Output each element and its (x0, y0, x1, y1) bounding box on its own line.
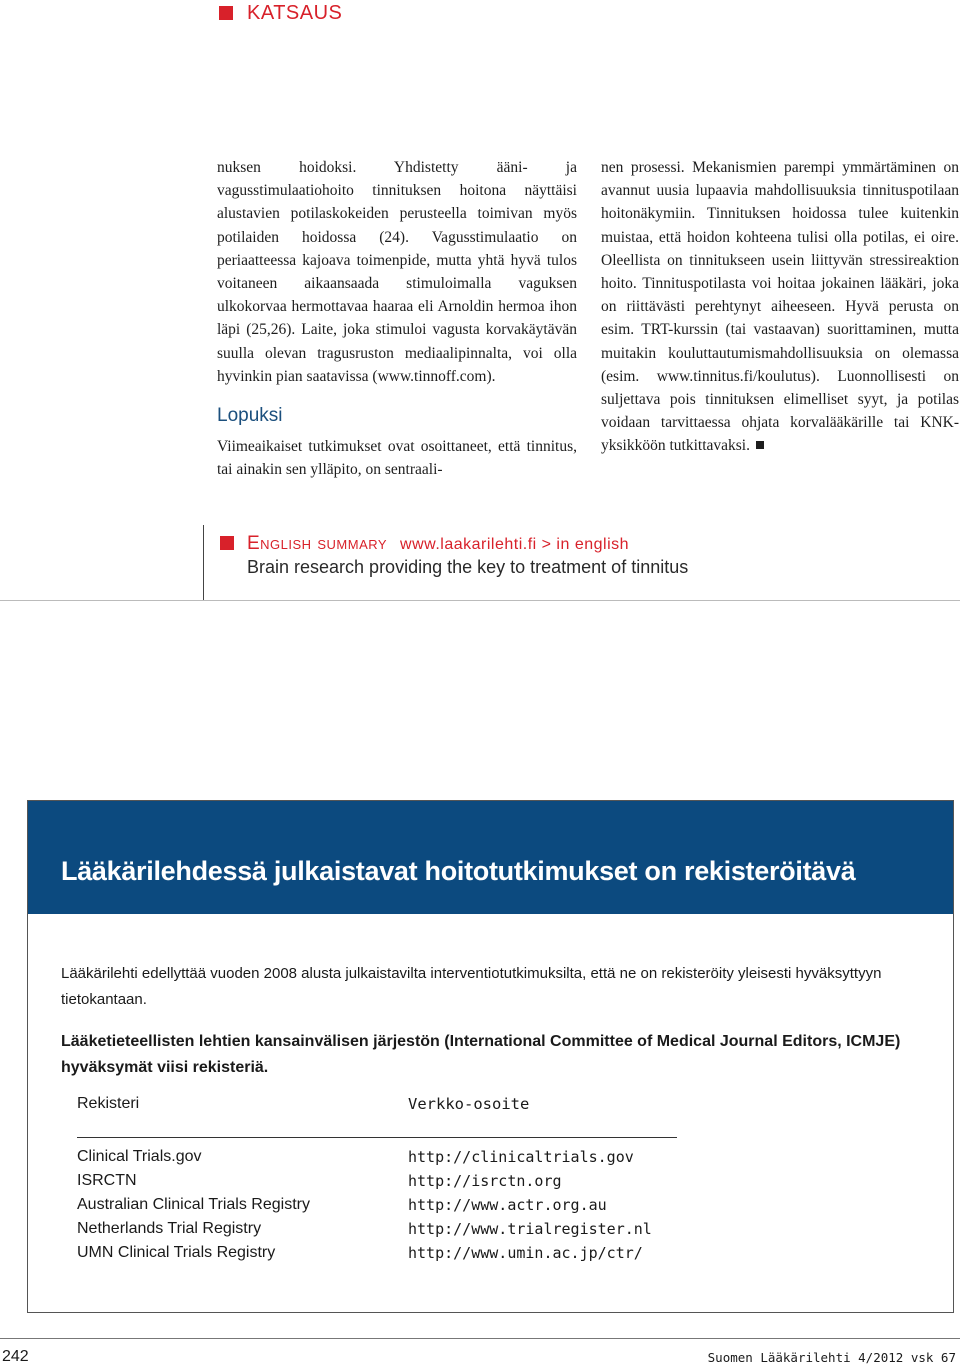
summary-divider-vertical (203, 525, 204, 601)
table-header-url: Verkko-osoite (408, 1095, 530, 1113)
article-column-left (217, 156, 577, 482)
section-label: KATSAUS (247, 2, 343, 24)
journal-reference: Suomen Lääkärilehti 4/2012 vsk 67 (707, 1350, 956, 1365)
page-number: 242 (2, 1348, 29, 1365)
table-row (77, 1148, 677, 1172)
registry-url[interactable]: http://www.actr.org.au (408, 1196, 607, 1214)
registry-info-box (27, 800, 954, 1313)
article-column-right (601, 156, 959, 458)
info-box-title: Lääkärilehdessä julkaistavat hoitotutkimukset on rekisteröitävä (61, 856, 856, 886)
table-header-registry: Rekisteri (77, 1095, 140, 1112)
section-marker-icon (219, 6, 233, 20)
section-heading: Lopuksi (217, 405, 283, 427)
summary-title: Brain research providing the key to treatment of tinnitus (247, 557, 689, 577)
registry-table (77, 1093, 677, 1268)
end-of-article-icon (756, 441, 764, 449)
table-row (77, 1172, 677, 1196)
summary-link[interactable]: www.laakarilehti.fi > in english (400, 536, 630, 553)
table-row (77, 1244, 677, 1268)
footer-divider (0, 1338, 960, 1339)
registry-url[interactable]: http://clinicaltrials.gov (408, 1148, 634, 1166)
summary-marker-icon (220, 536, 234, 550)
article-paragraph: Viimeaikaiset tutkimukset ovat osoittaneet, että tinnitus, tai ainakin sen ylläpito, on sentraali- (217, 438, 577, 479)
summary-label: English summary (247, 533, 388, 554)
info-box-criteria: Lääketieteellisten lehtien kansainvälisen järjestön (International Committee of Medical Journal Editors, ICMJE) hyväksymät viisi rekisteriä. (61, 1033, 901, 1076)
table-header-row (77, 1093, 677, 1138)
summary-header (247, 533, 629, 555)
article-paragraph: nen prosessi. Mekanismien parempi ymmärtäminen on avannut uusia lupaavia mahdollisuuksia tinnituspotilaan hoitonäkymiin. Tinnituksen hoidossa tulee kuitenkin muistaa, että hoidon kohteena tulisi olla potilas, ei oire. Oleellista on tinnitukseen usein liittyvän stressireaktion hoito. Tinnituspotilasta voi hoitaa jokainen lääkäri, joka on riittävästi perehtynyt aiheeseen. Hyvä perusta on esim. TRT-kurssin (tai vastaavan) suorittaminen, mutta muitakin kouluttautumismahdollisuuksia on olemassa (esim. www.tinnitus.fi/koulutus). Luonnollisesti on suljettava pois tinnituksen elimelliset syyt, ja potilas voidaan tarvittaessa ohjata korvalääkärille tai KNK-yksikköön tutkittavaksi. (601, 159, 959, 455)
registry-name: UMN Clinical Trials Registry (77, 1244, 276, 1261)
info-box-intro: Lääkärilehti edellyttää vuoden 2008 alusta julkaistavilta interventiotutkimuksilta, että ne on rekisteröity yleisesti hyväksyttyyn tietokantaan. (61, 965, 882, 1008)
registry-name: ISRCTN (77, 1172, 137, 1189)
registry-url[interactable]: http://www.trialregister.nl (408, 1220, 652, 1238)
article-paragraph-end (601, 156, 959, 458)
info-box-banner (28, 801, 953, 914)
article-paragraph: nuksen hoidoksi. Yhdistetty ääni- ja vagusstimulaatiohoito tinnituksen hoitona näyttäisi alustavien potilaskokeiden perusteella toimivan myös potilaiden hoidossa (24). Vagusstimulaatio on periaatteessa kajoava toimenpide, mutta yhtä hyvä tulos voitaneen aikaansaada stimuloimalla vaguksen ulkokorvaa hermottavaa haaraa eli Arnoldin hermoa ihon läpi (25,26). Laite, joka stimuloi vagusta korvakäytävän suulla olevan tragusruston mediaalipinnalta, voi olla hyvinkin pian saatavissa (www.tinnoff.com). (217, 159, 577, 385)
registry-url[interactable]: http://www.umin.ac.jp/ctr/ (408, 1244, 643, 1262)
table-body (77, 1148, 677, 1268)
registry-name: Netherlands Trial Registry (77, 1220, 262, 1237)
registry-url[interactable]: http://isrctn.org (408, 1172, 562, 1190)
table-row (77, 1220, 677, 1244)
summary-divider-horizontal (0, 600, 960, 601)
registry-name: Clinical Trials.gov (77, 1148, 202, 1165)
table-row (77, 1196, 677, 1220)
registry-name: Australian Clinical Trials Registry (77, 1196, 310, 1213)
